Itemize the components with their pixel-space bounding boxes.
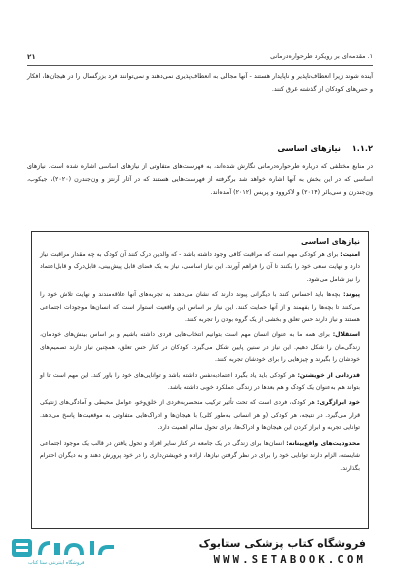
need-item-self-expression [40, 397, 360, 434]
page-header [27, 49, 373, 63]
basic-needs-box [31, 231, 369, 529]
header-divider [27, 65, 373, 66]
paragraph-continued: آینده شوند زیرا انعطاف‌ناپذیر و ناپایدار هستند - آنها مجالی به انعطاف‌پذیری نمی‌دهند و نمی‌توانند فرد بزرگسال را در هیجان‌ها، افکار و حس‌های کودکان از گذشته غرق کنند. [27, 73, 373, 93]
need-description: هر کودکی باید یاد بگیرد اعتمادبه‌نفس داشته باشد و توانایی‌های خود را باور کند. این مهم است تا او بتواند هم به‌عنوان یک کودک و هم بعدها در زندگی عملکرد خوبی داشته باشد. [40, 371, 360, 392]
store-banner [0, 532, 400, 576]
need-description: بچه‌ها باید احساس کنند با دیگرانی پیوند دارند که نشان می‌دهند به تجربه‌های آنها علاقه‌مندند و نهایت تلاش خود را می‌کنند تا بچه‌ها را بفهمند و از آنها حمایت کنند. این نیاز بر اساس این واقعیت استوار است که انسان‌ها موجودات اجتماعی هستند و نیاز دارند حس تعلق و بخشی از یک گروه بودن را تجربه کنند. [40, 291, 360, 324]
section-heading [277, 143, 373, 153]
section-number: ۱.۱.۲ [351, 143, 373, 153]
box-title: نیازهای اساسی [301, 237, 360, 246]
need-term: امنیت: [340, 251, 360, 258]
need-item-autonomy [40, 329, 360, 366]
need-description: انسان‌ها برای زندگی در یک جامعه در کنار سایر افراد و تحول یافتن در قالب یک موجود اجتماعی شایسته، الزام دارند توانایی خود را برای در نظر گرفتن نیازها، اراده و خویشتن‌داری را در خود پرورش دهند و به دیگران احترام بگذارند. [40, 439, 360, 472]
need-description: هر کودک، فردی است که تحت تأثیر ترکیب منحصربه‌فردی از خلق‌وخو، عوامل محیطی و آمادگی‌های ژنتیکی قرار می‌گیرد. در نتیجه، هر کودکی (و هر انسانی به‌طور کلی) با هیجان‌ها و ادراک‌هایی متفاوتی به موقعیت‌ها پاسخ می‌دهد. توانایی تجربه و ابراز کردن این هیجان‌ها و ادراک‌ها، برای تحول سالم اهمیت دارد. [40, 399, 360, 432]
need-item-self-appreciation [40, 370, 360, 395]
need-term: قدردانی از خویشتن: [297, 371, 360, 379]
seta-logo-mark [10, 535, 122, 563]
need-description: برای همه ما به عنوان انسان مهم است بتوانیم انتخاب‌هایی فردی داشته باشیم و بر اساس بینش‌های خودمان، زندگی‌مان را شکل دهیم. این نیاز در سنین پایین شکل می‌گیرد. کودکان در کنار حس تعلق، همچنین نیاز دارند تصمیم‌های خودشان را بگیرند و چیزهایی را برای خودشان تجربه کنند. [40, 331, 360, 364]
need-item-realistic-limits [40, 438, 360, 475]
store-name: فروشگاه کتاب پزشکی ستابوک [198, 537, 366, 550]
paragraph-intro: در منابع مختلفی که درباره طرحواره‌درمانی نگارش شده‌اند، به فهرست‌های متفاوتی از نیازهای اساسی اشاره شده است. نیازهای اساسی که در این بخش به آنها اشاره خواهد شد برگرفته از فهرست‌هایی هستند که در آثار آرنتز و ون‌جندرن (۲۰۲۰)، جیکوب، ون‌جندرن و سی‌بائر (۲۰۱۴) و لاکروود و پریس (۲۰۱۲) آمده‌اند. [27, 163, 373, 196]
store-url[interactable]: WWW.SETABOOK.COM [213, 554, 366, 566]
need-term: خود ابرازگری: [317, 399, 361, 407]
need-term: استقلال: [332, 331, 360, 339]
need-item-connection [40, 289, 360, 326]
logo-tagline: فروشگاه اینترنتی ستا کتاب [28, 560, 85, 566]
need-description: برای هر کودکی مهم است که مراقبت کافی وجود داشته باشد - که والدین درک کنند آن کودک به چه مقدار مراقبت نیاز دارد و نهایت سعی خود را بکنند تا آن را فراهم آورند. این نیاز اساسی، نیاز به یک فضای قابل پیش‌بینی، قابل‌درک و قابل‌اعتماد را نیز شامل می‌شود. [40, 251, 360, 283]
page-number: ۲۱ [27, 51, 36, 61]
need-term: پیوند: [343, 291, 360, 299]
running-title: ۱. مقدمه‌ای بر رویکرد طرحواره‌درمانی [270, 52, 373, 60]
section-title: نیازهای اساسی [277, 143, 341, 153]
need-term: محدودیت‌های واقع‌بینانه: [286, 439, 361, 447]
need-item-safety [40, 249, 360, 286]
